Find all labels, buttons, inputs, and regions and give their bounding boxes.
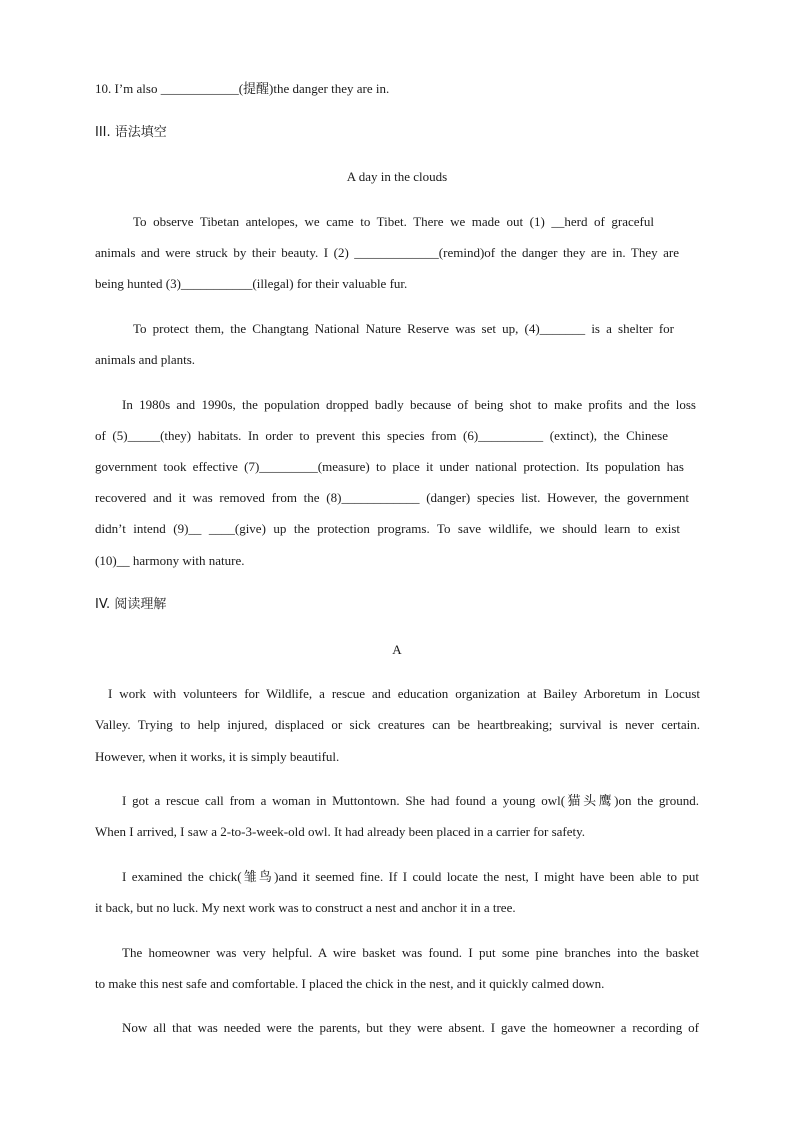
paragraph-line: I got a rescue call from a woman in Muttontown. She had found a young owl(猫头鹰)on the ground. [122, 793, 699, 808]
paragraph-line: To observe Tibetan antelopes, we came to Tibet. There we made out (1) __herd of graceful [133, 214, 654, 229]
paragraph-line: animals and were struck by their beauty. I (2) _____________(remind)of the danger they are in. They are [95, 245, 679, 260]
section-4-heading: IV. 阅读理解 [95, 597, 167, 612]
paragraph-line: to make this nest safe and comfortable. I placed the chick in the nest, and it quickly calmed down. [95, 976, 605, 991]
paragraph-line: I examined the chick(雏鸟)and it seemed fine. If I could locate the nest, I might have been able to put [122, 869, 699, 884]
paragraph-line: To protect them, the Changtang National Nature Reserve was set up, (4)_______ is a shelter for [133, 321, 674, 336]
paragraph-line: recovered and it was removed from the (8)____________ (danger) species list. However, the government [95, 490, 689, 505]
paragraph-line: However, when it works, it is simply beautiful. [95, 749, 340, 764]
passage-title: A day in the clouds [346, 169, 448, 184]
paragraph-line: being hunted (3)___________(illegal) for their valuable fur. [95, 276, 408, 291]
paragraph-line: it back, but no luck. My next work was to construct a nest and anchor it in a tree. [95, 900, 516, 915]
paragraph-line: Now all that was needed were the parents, but they were absent. I gave the homeowner a recording of [122, 1020, 699, 1035]
paragraph-line: (10)__ harmony with nature. [95, 553, 245, 568]
paragraph-line: When I arrived, I saw a 2-to-3-week-old owl. It had already been placed in a carrier for safety. [95, 824, 586, 839]
paragraph-line: of (5)_____(they) habitats. In order to prevent this species from (6)__________ (extinct), the Chinese [95, 428, 668, 443]
paragraph-line: The homeowner was very helpful. A wire basket was found. I put some pine branches into the basket [122, 945, 699, 960]
reading-passage-title: A [392, 642, 402, 657]
question-10: 10. I’m also ____________(提醒)the danger they are in. [95, 81, 390, 96]
paragraph-line: animals and plants. [95, 352, 196, 367]
paragraph-line: Valley. Trying to help injured, displaced or sick creatures can be heartbreaking; survival is never certain. [95, 717, 700, 732]
paragraph-line: government took effective (7)_________(measure) to place it under national protection. Its population has [95, 459, 684, 474]
section-3-heading: III. 语法填空 [95, 125, 167, 140]
paragraph-line: I work with volunteers for Wildlife, a rescue and education organization at Bailey Arboretum in Locust [108, 686, 700, 701]
paragraph-line: didn’t intend (9)__ ____(give) up the protection programs. To save wildlife, we should learn to exist [95, 521, 680, 536]
paragraph-line: In 1980s and 1990s, the population dropped badly because of being shot to make profits and the loss [122, 397, 696, 412]
